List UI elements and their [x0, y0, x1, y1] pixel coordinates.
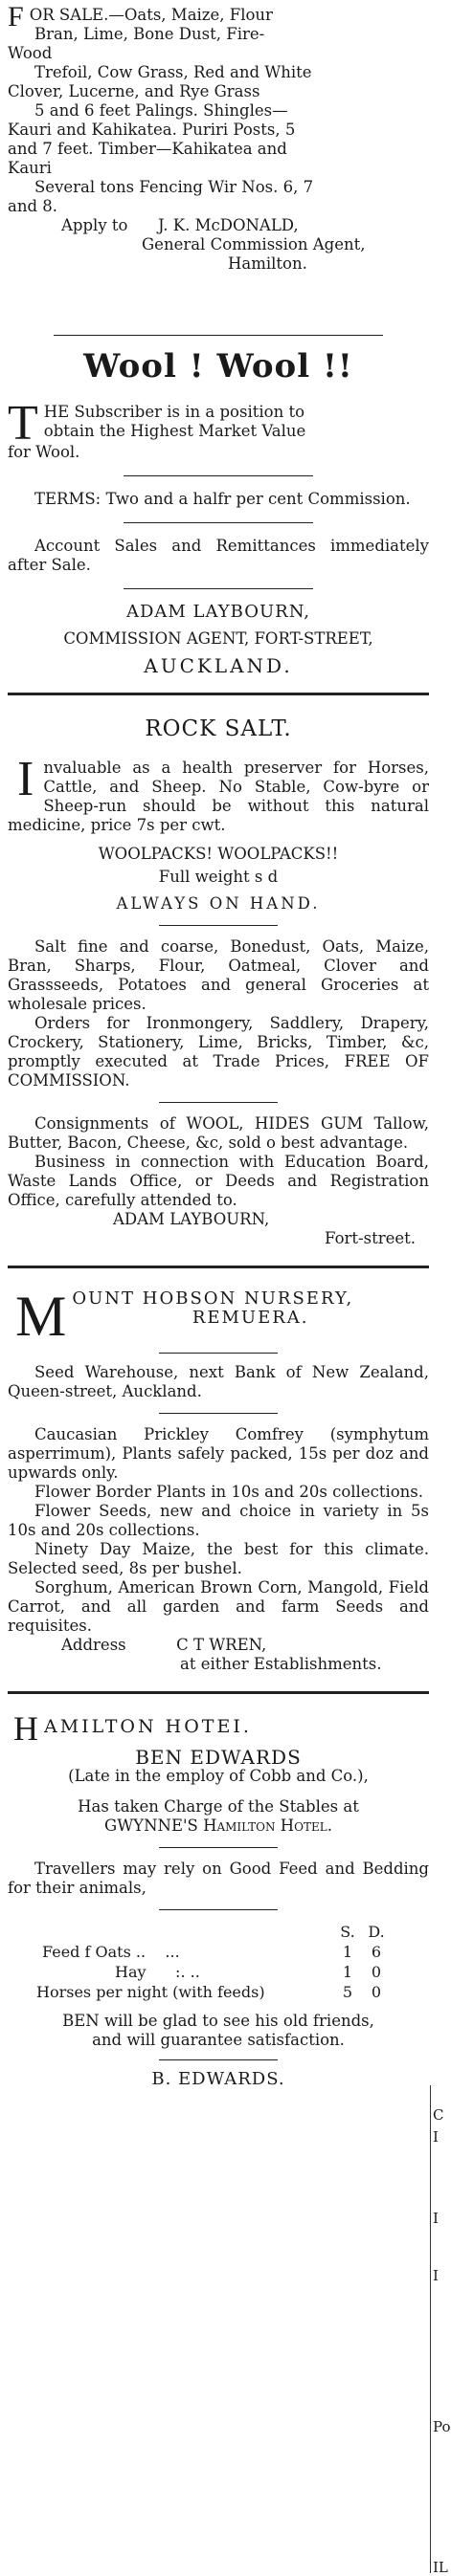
divider: [8, 1691, 429, 1694]
nursery-address: [8, 1636, 429, 1655]
rock-salt-advert: [8, 716, 429, 1248]
for-sale-line: Wood: [8, 44, 53, 62]
divider: [159, 1102, 277, 1103]
hotel-charge-line: Has taken Charge of the Stables at: [78, 1797, 359, 1816]
hotel-heading: [8, 1709, 429, 1748]
for-sale-line: Kauri: [8, 159, 52, 177]
pence-header: D.: [368, 1923, 385, 1941]
apply-line: [8, 216, 429, 235]
price-row: [8, 1962, 429, 1982]
divider: [54, 335, 382, 336]
price-leader: ...: [165, 1943, 180, 1961]
travellers-note: Travellers may rely on Good Feed and Bedding for their animals,: [8, 1860, 429, 1897]
price-shillings: 1: [342, 1943, 353, 1961]
divider: [8, 693, 429, 695]
drop-cap: M: [15, 1285, 67, 1348]
hotel-sign: B. EDWARDS.: [151, 2069, 285, 2089]
adjacent-column-fragment: IL: [433, 2559, 448, 2576]
wool-advert: [8, 347, 429, 675]
wool-accounts: Account Sales and Remittances immediately after Sale.: [8, 537, 429, 574]
divider: [124, 522, 313, 523]
adjacent-column-fragment: I: [433, 2128, 439, 2146]
wool-agent-city: AUCKLAND.: [144, 654, 293, 677]
wool-heading: Wool ! Wool !!: [83, 347, 353, 385]
adjacent-column-fragment: C: [433, 2106, 444, 2124]
price-shillings: 1: [342, 1963, 353, 1981]
for-sale-line: and 8.: [8, 197, 58, 215]
divider: [8, 1266, 429, 1268]
divider: [159, 1413, 277, 1414]
divider: [159, 1353, 277, 1354]
full-weight: Full weight s d: [158, 868, 279, 886]
salt-paragraph: Consignments of WOOL, HIDES GUM Tallow, Butter, Bacon, Cheese, &c, sold o best advantage.: [8, 1114, 429, 1152]
address-label: Address: [61, 1636, 126, 1654]
agent-name: J. K. McDONALD,: [157, 216, 299, 234]
closing-line: BEN will be glad to see his old friends,: [62, 2012, 374, 2030]
wool-agent-name: ADAM LAYBOURN,: [125, 602, 311, 622]
adjacent-column-fragment: I: [433, 2210, 439, 2227]
agent-place: Hamilton.: [228, 254, 307, 273]
hotel-name: AMILTON HOTEI.: [44, 1716, 252, 1737]
adjacent-column-edge: [430, 2085, 446, 2573]
rock-salt-intro: [8, 752, 429, 835]
nursery-paragraph: Flower Seeds, new and choice in variety in 5s 10s and 20s collections.: [8, 1502, 429, 1539]
price-item-label: Hay: [115, 1963, 147, 1981]
advert-column: [8, 1, 429, 2089]
drop-cap: I: [17, 752, 34, 806]
rock-salt-heading: ROCK SALT.: [145, 716, 292, 741]
nursery-paragraph: Seed Warehouse, next Bank of New Zealand, Queen-street, Auckland.: [8, 1363, 429, 1400]
price-item-label: Feed f Oats ..: [42, 1943, 147, 1961]
price-row: [8, 1982, 429, 2002]
adjacent-column-fragment: I: [433, 2267, 439, 2284]
price-pence: 0: [371, 1963, 382, 1981]
drop-cap: T: [8, 396, 38, 451]
proprietor-former-employ: (Late in the employ of Cobb and Co.),: [68, 1767, 369, 1785]
price-pence: 0: [371, 1983, 382, 2001]
price-item: Horses per night (with feeds): [36, 1983, 265, 2001]
for-sale-line: Trefoil, Cow Grass, Red and White: [34, 63, 312, 81]
drop-cap: H: [13, 1709, 38, 1748]
woolpacks-heading: WOOLPACKS! WOOLPACKS!!: [98, 845, 339, 863]
agent-title: General Commission Agent,: [142, 235, 366, 253]
for-sale-line: 5 and 6 feet Palings. Shingles—: [34, 101, 288, 120]
nursery-paragraph: Sorghum, American Brown Corn, Mangold, Field Carrot, and all garden and farm Seeds and requisites.: [8, 1578, 429, 1635]
wool-intro: [8, 396, 429, 462]
divider: [159, 925, 277, 926]
address-place: at either Establishments.: [180, 1655, 382, 1673]
nursery-place: REMUERA.: [192, 1308, 309, 1328]
nursery-heading: [8, 1285, 429, 1348]
adjacent-column-fragment: Po: [433, 2418, 451, 2435]
price-table-header: [8, 1922, 429, 1942]
address-name: C T WREN,: [176, 1636, 267, 1654]
wool-terms: TERMS: Two and a halfr per cent Commission.: [34, 490, 411, 508]
nursery-advert: [8, 1285, 429, 1674]
shillings-header: S.: [340, 1923, 355, 1941]
drop-cap: F: [8, 1, 24, 33]
apply-label: Apply to: [61, 216, 128, 234]
for-sale-line: Kauri and Kahikatea. Puriri Posts, 5: [8, 121, 296, 139]
for-sale-line: and 7 feet. Timber—Kahikatea and: [8, 140, 287, 158]
salt-sign: ADAM LAYBOURN,: [113, 1210, 270, 1228]
for-sale-line: Clover, Lucerne, and Rye Grass: [8, 82, 260, 100]
hamilton-hotel-advert: [8, 1709, 429, 2089]
for-sale-line: Several tons Fencing Wir Nos. 6, 7: [34, 178, 314, 196]
nursery-paragraph: Ninety Day Maize, the best for this climate. Selected seed, 8s per bushel.: [8, 1540, 429, 1577]
divider: [159, 2059, 277, 2060]
wool-intro-line: obtain the Highest Market Value: [43, 422, 306, 440]
proprietor-name: BEN EDWARDS: [135, 1746, 302, 1769]
divider: [159, 1847, 277, 1848]
price-item: [8, 1962, 333, 1982]
nursery-paragraph: Caucasian Prickley Comfrey (symphytum asperrimum), Plants safely packed, 15s per doz and upwards only.: [8, 1425, 429, 1482]
price-item: [8, 1942, 333, 1962]
salt-paragraph: Salt fine and coarse, Bonedust, Oats, Maize, Bran, Sharps, Flour, Oatmeal, Clover and Grassseeds, Potatoes and general Groceries at wholesale prices.: [8, 937, 429, 1013]
for-sale-heading: [8, 1, 429, 33]
salt-sign-place: Fort-street.: [325, 1229, 416, 1247]
rock-salt-body: nvaluable as a health preserver for Horses, Cattle, and Sheep. No Stable, Cow-byre or Sheep-run should be without this natural medicine, price 7s per cwt.: [8, 759, 429, 834]
for-sale-line: Bran, Lime, Bone Dust, Fire-: [34, 25, 265, 43]
nursery-paragraph: Flower Border Plants in 10s and 20s collections.: [34, 1483, 424, 1501]
divider: [159, 1909, 277, 1910]
closing-line: and will guarantee satisfaction.: [92, 2031, 345, 2049]
for-sale-advert: [8, 1, 429, 321]
divider: [124, 588, 313, 589]
divider: [124, 475, 313, 476]
nursery-name: OUNT HOBSON NURSERY,: [72, 1288, 354, 1309]
price-pence: 6: [371, 1943, 382, 1961]
price-table: [8, 1922, 429, 2002]
salt-paragraph: Orders for Ironmongery, Saddlery, Drapery, Crockery, Stationery, Lime, Bricks, Timber, &c, promptly executed at Trade Prices, FREE OF COMMISSION.: [8, 1014, 429, 1090]
wool-intro-line: for Wool.: [8, 443, 80, 461]
hotel-charge-line: GWYNNE'S Hamilton Hotel.: [104, 1816, 332, 1835]
for-sale-line: OR SALE.—Oats, Maize, Flour: [29, 6, 273, 24]
wool-agent-title: COMMISSION AGENT, FORT-STREET,: [63, 629, 373, 648]
salt-paragraph: Business in connection with Education Board, Waste Lands Office, or Deeds and Registration Office, carefully attended to.: [8, 1153, 429, 1209]
price-shillings: 5: [342, 1983, 353, 2001]
price-row: [8, 1942, 429, 1962]
wool-intro-line: HE Subscriber is in a position to: [43, 403, 305, 421]
always-on-hand: ALWAYS ON HAND.: [116, 894, 321, 913]
price-leader: :. ..: [175, 1963, 200, 1981]
